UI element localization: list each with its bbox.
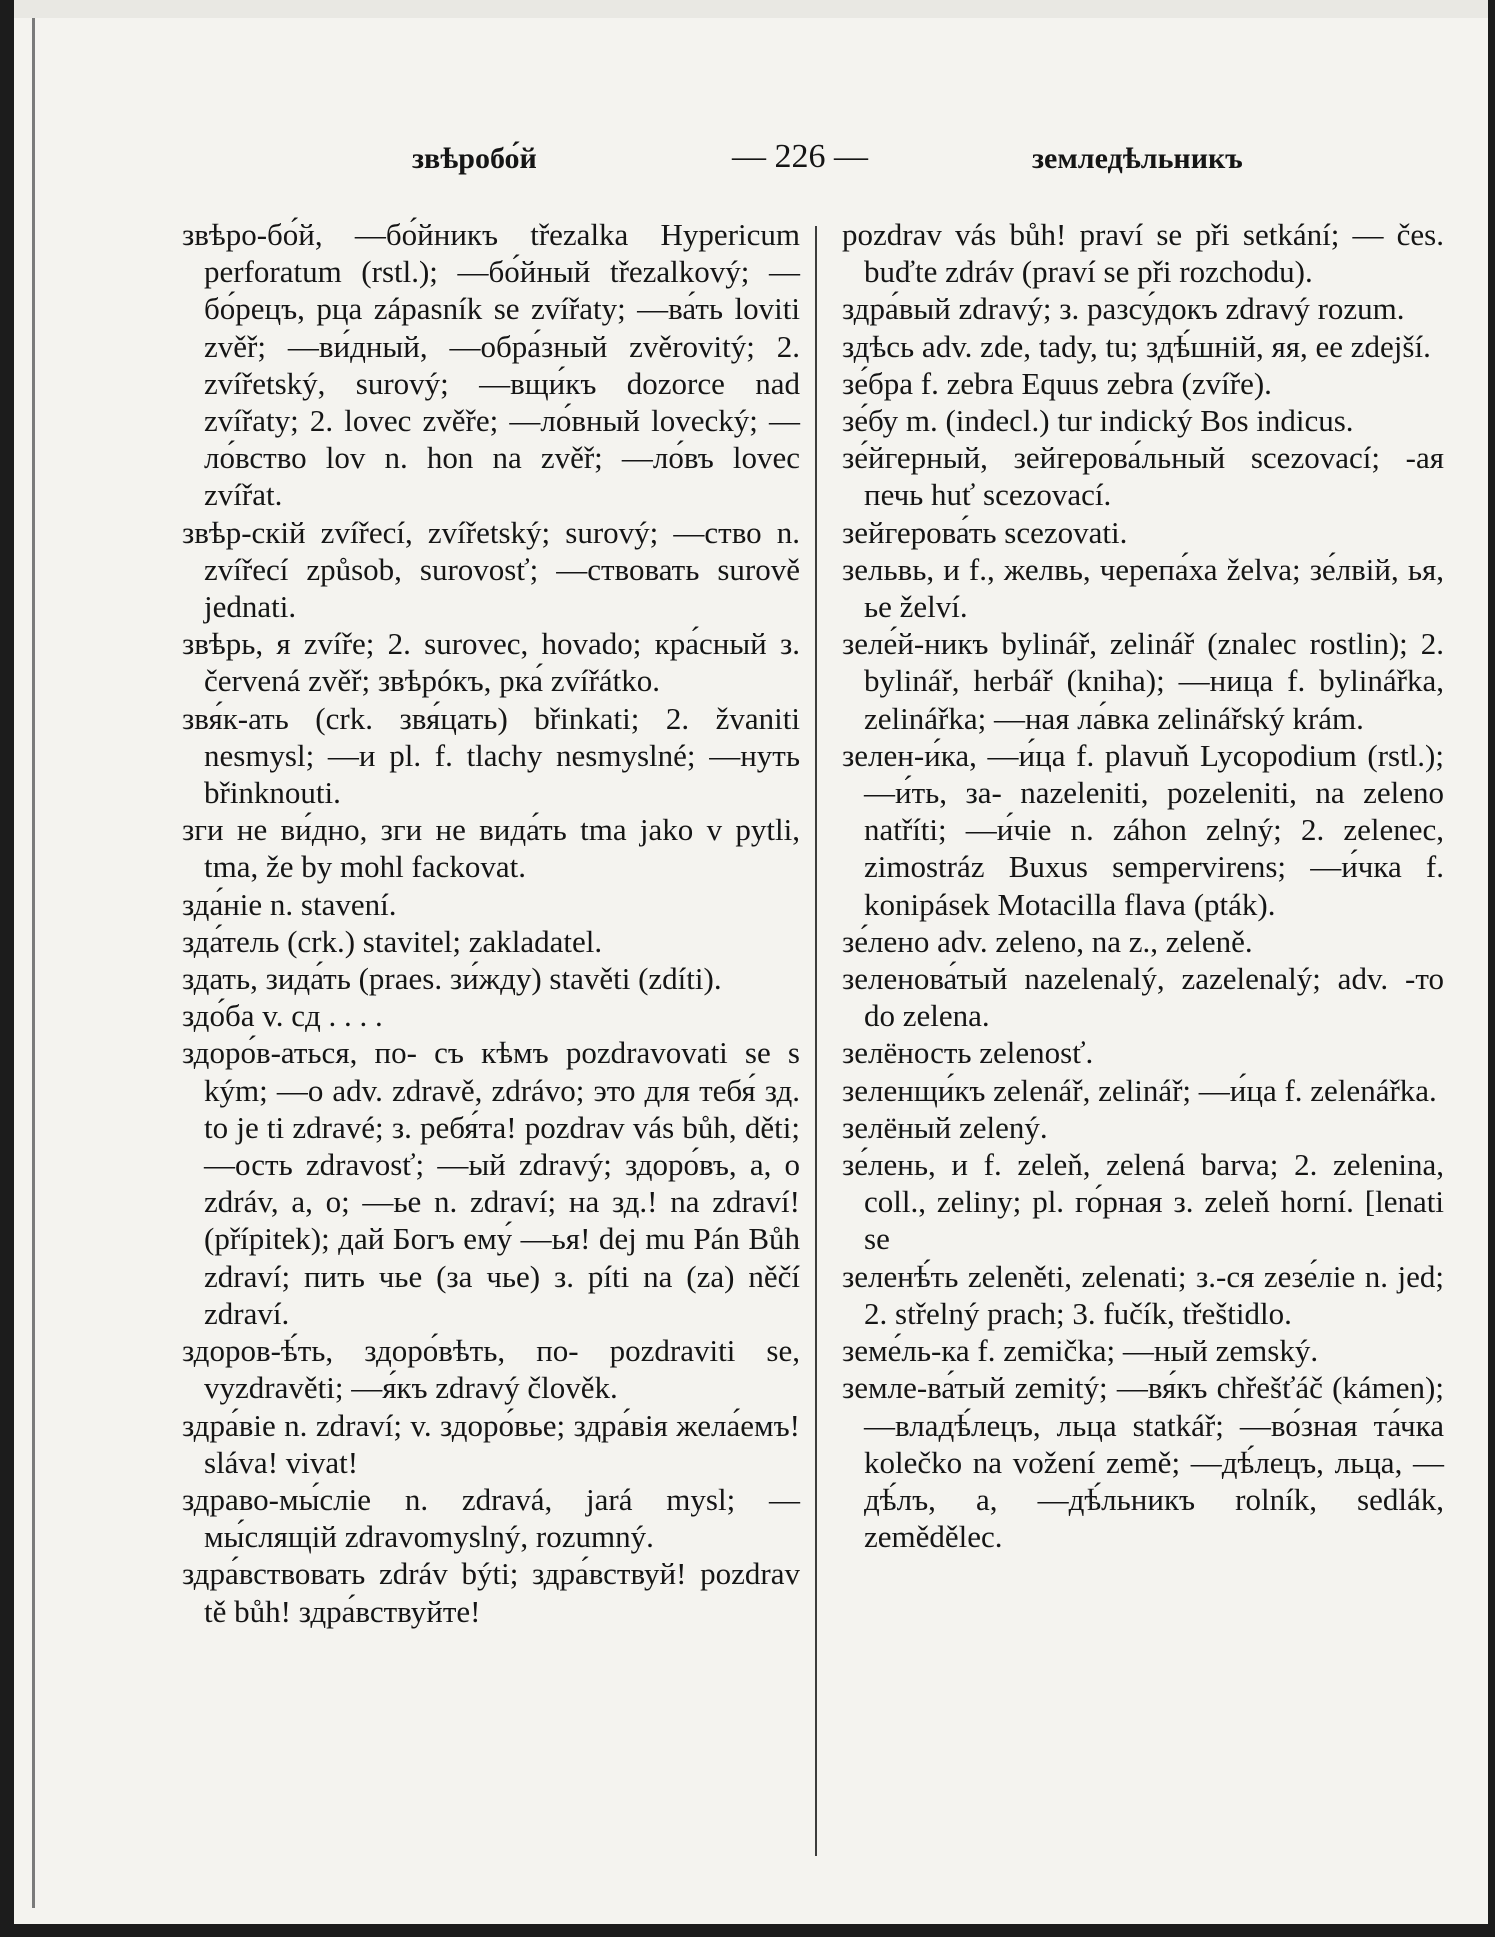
- dictionary-entry: зе́лень, и f. zeleň, zelená barva; 2. zelenina, coll., zeliny; pl. го́рная з. zeleň horní. [lenati se: [842, 1147, 1444, 1257]
- dictionary-entry: земле-ва́тый zemitý; —вя́къ chřešťáč (kámen); —владѣ́лецъ, льца statkář; —во́зная та́чка kolečko na vožení země; —дѣ́лецъ, льца, —дѣ́лъ, a, —дѣ́льникъ rolník, sedlák, zemědělec.: [842, 1370, 1444, 1555]
- dictionary-entry: pozdrav vás bůh! praví se při setkání; — čes. buďte zdráv (praví se při rozchodu).: [842, 217, 1444, 290]
- page-header: [14, 136, 1488, 186]
- dictionary-entry: зеленщи́къ zelenář, zelinář; —и́ца f. zelenářka.: [842, 1072, 1437, 1108]
- dictionary-entry: зеленова́тый nazelenalý, zazelenalý; adv. -то do zelena.: [842, 961, 1444, 1034]
- dictionary-entry: звѣрь, я zvíře; 2. surovec, hovado; кра́сный з. červená zvěř; звѣрóкъ, рка́ zvířátko.: [182, 626, 800, 699]
- dictionary-entry: зги не ви́дно, зги не вида́ть tma jako v pytli, tma, že by mohl fackovat.: [182, 812, 800, 885]
- dictionary-entry: зелёный zelený.: [842, 1109, 1048, 1145]
- page-top-edge: [14, 0, 1488, 18]
- left-headword: звѣробо́й: [412, 142, 537, 175]
- dictionary-entry: зеле́й-никъ bylinář, zelinář (znalec rostlin); 2. bylinář, herbář (kniha); —ница f. bylinářka, zelinářka; —ная ла́вка zelinářský krám.: [842, 626, 1444, 736]
- right-column: [842, 216, 1444, 1555]
- dictionary-entry: здать, зида́ть (praes. зи́жду) stavěti (zdíti).: [182, 961, 722, 997]
- dictionary-page: [14, 0, 1488, 1924]
- dictionary-entry: звѣро-бо́й, —бо́йникъ třezalka Hypericum perforatum (rstl.); —бо́йный třezalkový; —бо́рецъ, рца zápasník se zvířaty; —ва́ть loviti zvěř; —ви́дный, —обра́зный zvěrovitý; 2. zvířetský, surový; —вщи́къ dozorce nad zvířaty; 2. lovec zvěře; —ло́вный lovecký; —ло́вство lov n. hon na zvěř; —ло́въ lovec zvířat.: [182, 217, 800, 513]
- dictionary-entry: зе́йгерный, зейгерова́льный scezovací; -ая печь huť scezovací.: [842, 440, 1444, 513]
- dictionary-entry: здо́ба v. сд . . . .: [182, 998, 383, 1034]
- dictionary-entry: земе́ль-ка f. zemička; —ный zemský.: [842, 1333, 1319, 1369]
- dictionary-entry: зелёность zelenosť.: [842, 1035, 1094, 1071]
- column-divider: [815, 226, 817, 1856]
- dictionary-entry: здѣсь adv. zde, tady, tu; здѣ́шній, яя, ее zdejší.: [842, 328, 1431, 364]
- dictionary-entry: звя́к-ать (crk. звя́цать) břinkati; 2. žvaniti nesmysl; —и pl. f. tlachy nesmyslné; —нуть břinknouti.: [182, 700, 800, 811]
- dictionary-entry: зельвь, и f., желвь, черепа́ха želva; зе́лвій, ья, ье želví.: [842, 551, 1444, 625]
- dictionary-entry: зе́лено adv. zeleno, na z., zeleně.: [842, 923, 1253, 959]
- dictionary-entry: зда́тель (crk.) stavitel; zakladatel.: [182, 923, 603, 959]
- right-headword: земледѣльникъ: [1032, 142, 1243, 175]
- page-number: — 226 —: [732, 138, 868, 175]
- dictionary-entry: зда́ніе n. stavení.: [182, 886, 397, 922]
- dictionary-entry: зейгерова́ть scezovati.: [842, 514, 1128, 550]
- dictionary-entry: здра́віе n. zdraví; v. здоро́вье; здра́вія жела́емъ! sláva! vivat!: [182, 1407, 800, 1480]
- dictionary-entry: здоров-ѣ́ть, здоро́вѣть, по- pozdraviti se, vyzdravěti; —я́къ zdravý člověk.: [182, 1333, 800, 1406]
- dictionary-entry: здоро́в-аться, по- съ кѣмъ pozdravovati se s kým; —о adv. zdravě, zdrávo; это для тебя́ зд. to je ti zdravé; з. ребя́та! pozdrav vás bůh, děti; —ость zdravosť; —ый zdravý; здоро́въ, а, о zdráv, a, o; —ье n. zdraví; на зд.! na zdraví! (přípitek); дай Богъ ему́ —ья! dej mu Pán Bůh zdraví; пить чье (за чье) з. píti na (za) něčí zdraví.: [182, 1035, 800, 1331]
- dictionary-entry: здра́вый zdravý; з. разсу́докъ zdravý rozum.: [842, 291, 1405, 327]
- dictionary-entry: зелен-и́ка, —и́ца f. plavuň Lycopodium (rstl.); —и́ть, за- nazeleniti, pozeleniti, na zeleno natříti; —и́чіе n. záhon zelný; 2. zelenec, zimostráz Buxus sempervirens; —и́чка f. konipásek Motacilla flava (pták).: [842, 737, 1444, 922]
- page-left-rule: [32, 18, 35, 1908]
- dictionary-entry: здраво-мы́сліе n. zdravá, jará mysl; —мы́слящій zdravomyslný, rozumný.: [182, 1481, 800, 1555]
- dictionary-entry: зеленѣ́ть zeleněti, zelenati; з.-ся zeзе́ліе n. jed; 2. střelný prach; 3. fučík, třeštidlo.: [842, 1258, 1444, 1331]
- dictionary-entry: зе́бра f. zebra Equus zebra (zvíře).: [842, 365, 1272, 401]
- dictionary-entry: здра́вствовать zdráv býti; здра́вствуй! pozdrav tě bůh! здра́вствуйте!: [182, 1556, 800, 1629]
- dictionary-entry: звѣр-скій zvířecí, zvířetský; surový; —ство n. zvířecí způsob, surovosť; —ствовать surově jednati.: [182, 514, 800, 625]
- left-column: [182, 216, 800, 1630]
- dictionary-entry: зе́бу m. (indecl.) tur indický Bos indicus.: [842, 403, 1354, 439]
